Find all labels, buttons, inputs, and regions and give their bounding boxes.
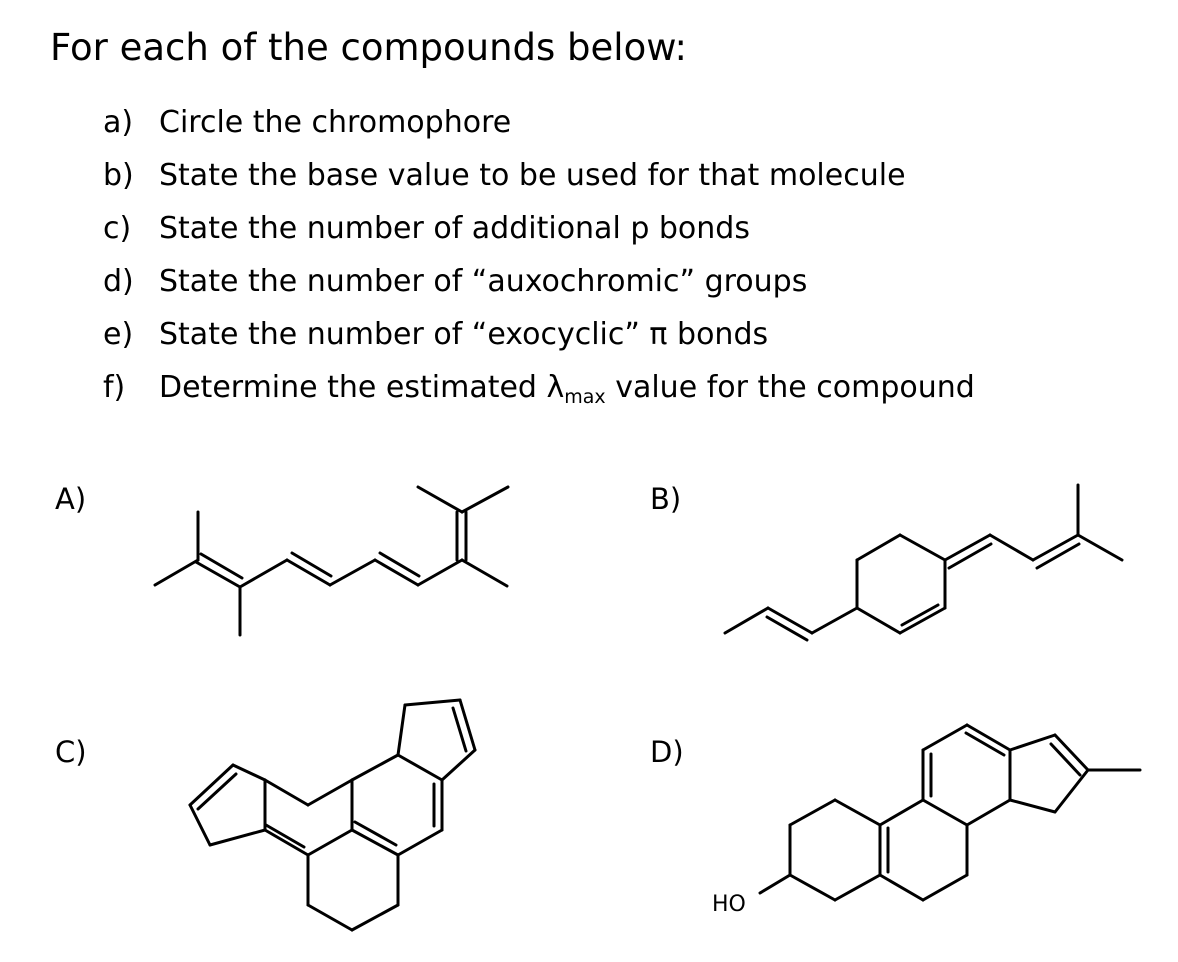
question-marker: e) <box>103 317 134 352</box>
question-marker: a) <box>103 105 134 140</box>
structure-c <box>190 700 475 930</box>
question-text: State the number of “auxochromic” groups <box>159 264 808 299</box>
compound-label-c: C) <box>55 735 87 769</box>
compound-label-b: B) <box>650 482 682 516</box>
structure-a <box>155 487 508 635</box>
question-marker: d) <box>103 264 134 299</box>
lambda-subscript: max <box>564 386 606 408</box>
question-text: State the number of additional p bonds <box>159 211 750 246</box>
question-text: State the number of “exocyclic” π bonds <box>159 317 769 352</box>
structure-b <box>725 485 1122 640</box>
question-text: Circle the chromophore <box>159 105 512 140</box>
hydroxyl-label: HO <box>712 892 746 917</box>
compound-label-d: D) <box>650 735 684 769</box>
compound-label-a: A) <box>55 482 87 516</box>
question-text-end: value for the compound <box>605 370 975 405</box>
structure-d <box>712 725 1140 917</box>
question-marker: f) <box>103 370 126 405</box>
page-heading: For each of the compounds below: <box>50 26 687 69</box>
question-text: State the base value to be used for that molecule <box>159 158 906 193</box>
question-marker: b) <box>103 158 134 193</box>
question-text-start: Determine the estimated λ <box>159 370 565 405</box>
question-marker: c) <box>103 211 132 246</box>
